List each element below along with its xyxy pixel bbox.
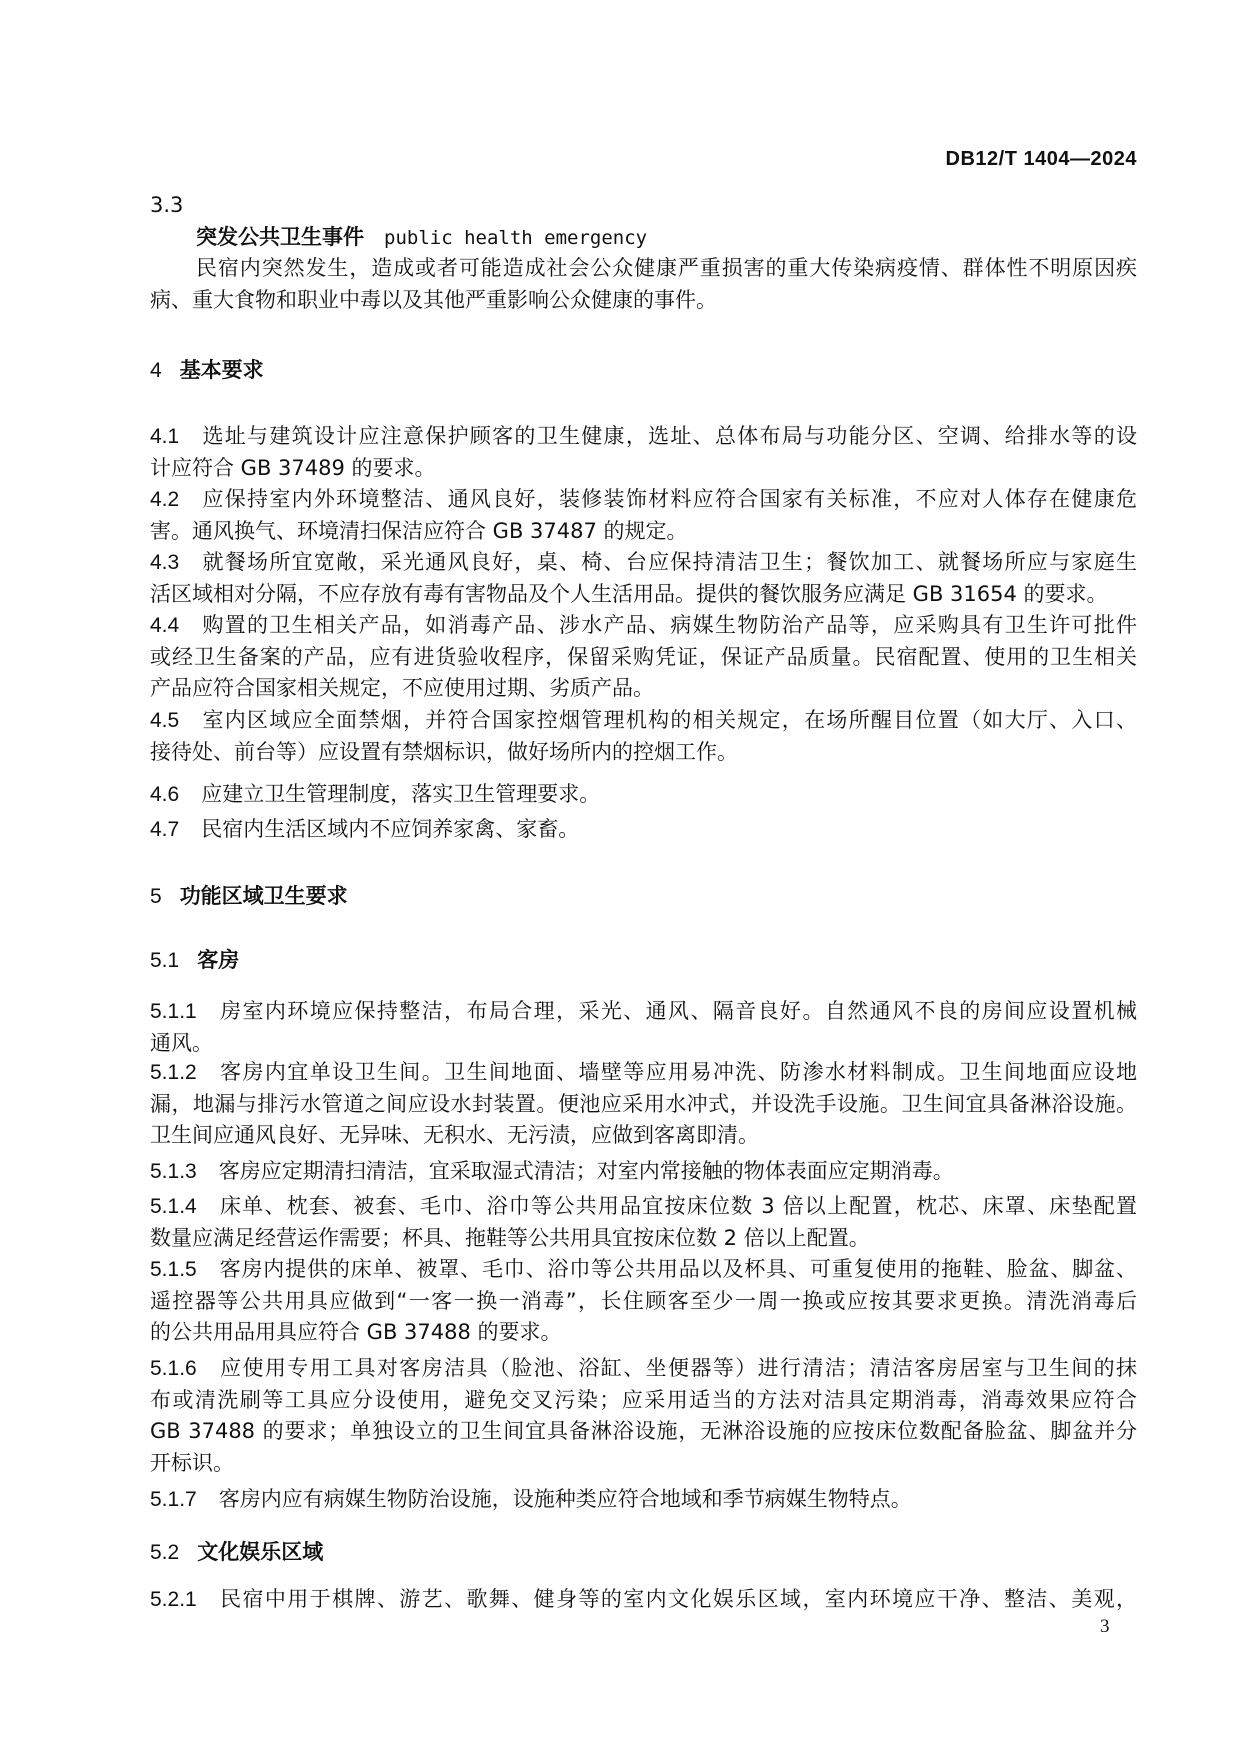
clause-paragraph <box>150 1156 1137 1188</box>
line-text: 客房内提供的床单、被罩、毛巾、浴巾等公共用品以及杯具、可重复使用的拖鞋、脸盆、脚盆、 <box>218 1257 1137 1281</box>
text-line <box>150 1191 1137 1223</box>
clause-number: 5.1 <box>150 949 180 972</box>
text-line <box>150 547 1137 579</box>
clause-paragraph <box>150 484 1137 547</box>
text-line <box>150 1028 1137 1060</box>
line-text: 接待处、前台等）应设置有禁烟标识，做好场所内的控烟工作。 <box>150 739 738 764</box>
clause-number: 5 <box>150 885 162 908</box>
text-line <box>150 1484 1137 1516</box>
text-line <box>150 642 1137 674</box>
line-text: 客房内应有病媒生物防治设施，设施种类应符合地域和季节病媒生物特点。 <box>218 1487 912 1511</box>
section-heading <box>150 945 1137 977</box>
term-definition-line: 民宿内突然发生，造成或者可能造成社会公众健康严重损害的重大传染病疫情、群体性不明原因疾 <box>196 256 1137 281</box>
clause-number: 4.2 <box>150 488 180 511</box>
line-text: 民宿内生活区域内不应饲养家禽、家畜。 <box>201 817 580 841</box>
section-heading <box>150 355 1137 387</box>
line-text: 漏，地漏与排污水管道之间应设水封装置。便池应采用水冲式，并设洗手设施。卫生间宜具备淋浴设施。 <box>150 1091 1137 1116</box>
line-text: 应建立卫生管理制度，落实卫生管理要求。 <box>201 782 601 806</box>
text-line <box>150 355 1137 387</box>
clause-number: 5.1.1 <box>150 1000 197 1023</box>
clause-paragraph <box>150 814 1137 846</box>
text-line <box>150 579 1137 611</box>
text-line <box>150 1286 1137 1318</box>
text-line <box>150 1353 1137 1385</box>
line-text: 应保持室内外环境整洁、通风良好，装修装饰材料应符合国家有关标准，不应对人体存在健康危 <box>201 487 1137 511</box>
text-line <box>150 1385 1137 1417</box>
term-definition-line: 病、重大食物和职业中毒以及其他严重影响公众健康的事件。 <box>150 287 717 312</box>
clause-number: 4 <box>150 359 162 382</box>
line-text: 室内区域应全面禁烟，并符合国家控烟管理机构的相关规定，在场所醒目位置（如大厅、入口、 <box>201 708 1137 732</box>
line-text: 客房 <box>197 948 240 972</box>
clause-number: 5.1.3 <box>150 1160 197 1183</box>
line-text: 卫生间应通风良好、无异味、无积水、无污渍，应做到客离即清。 <box>150 1123 759 1148</box>
text-line <box>150 705 1137 737</box>
line-text: 应使用专用工具对客房洁具（脸池、浴缸、坐便器等）进行清洁；清洁客房居室与卫生间的抹 <box>218 1356 1137 1380</box>
line-text: 数量应满足经营运作需要；杯具、拖鞋等公共用具宜按床位数 2 倍以上配置。 <box>150 1225 870 1250</box>
text-line <box>150 516 1137 548</box>
line-text: 房室内环境应保持整洁，布局合理，采光、通风、隔音良好。自然通风不良的房间应设置机械 <box>218 999 1137 1023</box>
clause-number: 4.6 <box>150 783 180 806</box>
text-line <box>150 1254 1137 1286</box>
page-number: 3 <box>1100 1616 1110 1637</box>
line-text: 开标识。 <box>150 1450 234 1475</box>
term-entry <box>150 190 1137 316</box>
clause-number: 5.1.4 <box>150 1195 197 1218</box>
line-text: 床单、枕套、被套、毛巾、浴巾等公共用品宜按床位数 3 倍以上配置，枕芯、床罩、床垫配置 <box>218 1194 1137 1218</box>
clause-number: 4.5 <box>150 709 180 732</box>
text-line <box>150 1317 1137 1349</box>
line-text: 产品应符合国家相关规定，不应使用过期、劣质产品。 <box>150 676 654 701</box>
section-heading <box>150 881 1137 913</box>
clause-paragraph <box>150 1191 1137 1254</box>
text-line <box>150 945 1137 977</box>
line-text: 文化娱乐区域 <box>197 1540 324 1564</box>
text-line <box>150 453 1137 485</box>
clause-number: 5.2 <box>150 1541 180 1564</box>
term-title-en: public health emergency <box>384 226 648 249</box>
text-line <box>150 814 1137 846</box>
line-text: 活区域相对分隔，不应存放有毒有害物品及个人生活用品。提供的餐饮服务应满足 GB 31654 的要求。 <box>150 581 1108 606</box>
text-line <box>150 1416 1137 1448</box>
line-text: 选址与建筑设计应注意保护顾客的卫生健康，选址、总体布局与功能分区、空调、给排水等的设 <box>201 424 1137 448</box>
line-text: 客房应定期清扫清洁，宜采取湿式清洁；对室内常接触的物体表面应定期消毒。 <box>218 1159 954 1183</box>
line-text: 民宿中用于棋牌、游艺、歌舞、健身等的室内文化娱乐区域，室内环境应干净、整洁、美观， <box>218 1587 1137 1611</box>
text-line <box>150 421 1137 453</box>
text-line <box>150 737 1137 769</box>
line-text: 布或清洗刷等工具应分设使用，避免交叉污染；应采用适当的方法对洁具定期消毒，消毒效果应符合 <box>150 1387 1137 1412</box>
text-line <box>150 1537 1137 1569</box>
term-number: 3.3 <box>150 193 184 217</box>
text-line <box>150 1089 1137 1121</box>
clause-number: 5.1.6 <box>150 1357 197 1380</box>
line-text: 通风。 <box>150 1030 213 1055</box>
line-text: 计应符合 GB 37489 的要求。 <box>150 455 436 480</box>
text-line <box>150 673 1137 705</box>
clause-number: 5.2.1 <box>150 1588 197 1611</box>
clause-paragraph <box>150 547 1137 610</box>
text-line <box>150 610 1137 642</box>
text-line <box>150 779 1137 811</box>
clause-paragraph <box>150 1353 1137 1479</box>
text-line <box>150 1057 1137 1089</box>
line-text: GB 37488 的要求；单独设立的卫生间宜具备淋浴设施，无淋浴设施的应按床位数配备脸盆、脚盆并分 <box>150 1419 1137 1444</box>
clause-number: 4.4 <box>150 614 180 637</box>
section-heading <box>150 1537 1137 1569</box>
text-line <box>150 484 1137 516</box>
clause-number: 4.7 <box>150 818 180 841</box>
line-text: 就餐场所宜宽敞，采光通风良好，桌、椅、台应保持清洁卫生；餐饮加工、就餐场所应与家庭生 <box>201 550 1137 574</box>
text-line <box>150 1156 1137 1188</box>
clause-paragraph <box>150 779 1137 811</box>
line-text: 的公共用品用具应符合 GB 37488 的要求。 <box>150 1320 562 1345</box>
line-text: 害。通风换气、环境清扫保洁应符合 GB 37487 的规定。 <box>150 518 688 543</box>
text-line <box>150 1448 1137 1480</box>
clause-number: 5.1.7 <box>150 1488 197 1511</box>
text-line <box>150 1223 1137 1255</box>
line-text: 客房内宜单设卫生间。卫生间地面、墙壁等应用易冲洗、防渗水材料制成。卫生间地面应设地 <box>218 1060 1137 1084</box>
text-line <box>150 881 1137 913</box>
clause-paragraph <box>150 1484 1137 1516</box>
line-text: 购置的卫生相关产品，如消毒产品、涉水产品、病媒生物防治产品等，应采购具有卫生许可批件 <box>201 613 1137 637</box>
text-line <box>150 996 1137 1028</box>
clause-number: 5.1.2 <box>150 1061 197 1084</box>
clause-paragraph <box>150 421 1137 484</box>
clause-number: 5.1.5 <box>150 1258 197 1281</box>
clause-paragraph <box>150 1584 1137 1616</box>
clause-paragraph <box>150 996 1137 1059</box>
clause-paragraph <box>150 610 1137 705</box>
term-title <box>150 222 1137 254</box>
text-line <box>150 1120 1137 1152</box>
term-title-zh: 突发公共卫生事件 <box>196 224 364 249</box>
line-text: 基本要求 <box>179 358 264 382</box>
text-line <box>150 1584 1137 1616</box>
document-id-header: DB12/T 1404—2024 <box>945 148 1137 170</box>
clause-number: 4.3 <box>150 551 180 574</box>
clause-paragraph <box>150 705 1137 768</box>
clause-paragraph <box>150 1057 1137 1152</box>
clause-number: 4.1 <box>150 425 180 448</box>
line-text: 或经卫生备案的产品，应有进货验收程序，保留采购凭证，保证产品质量。民宿配置、使用的卫生相关 <box>150 644 1137 669</box>
clause-paragraph <box>150 1254 1137 1349</box>
line-text: 功能区域卫生要求 <box>179 884 348 908</box>
line-text: 遥控器等公共用具应做到“一客一换一消毒”，长住顾客至少一周一换或应按其要求更换。清洗消毒后 <box>150 1288 1137 1313</box>
